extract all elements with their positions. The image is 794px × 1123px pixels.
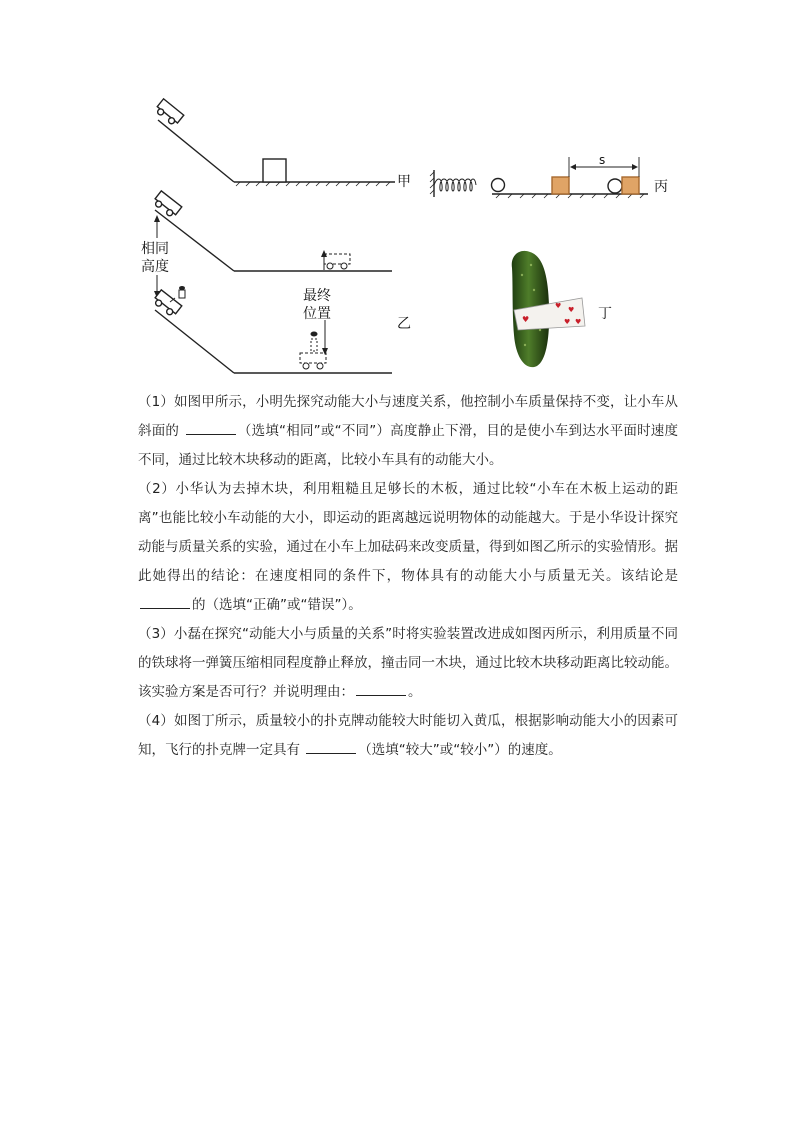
spring bbox=[434, 179, 476, 191]
figure-jia bbox=[154, 99, 395, 186]
wood-block-end bbox=[622, 177, 639, 194]
question-4: （4）如图丁所示，质量较小的扑克牌动能较大时能切入黄瓜，根据影响动能大小的因素可知，飞行的扑克牌一定具有 （选填“较大”或“较小”）的速度。 bbox=[138, 713, 678, 758]
answer-blank-3[interactable] bbox=[356, 681, 406, 696]
answer-blank-1[interactable] bbox=[186, 420, 236, 435]
svg-text:♥: ♥ bbox=[575, 318, 582, 326]
iron-ball bbox=[492, 179, 505, 192]
wood-block-jia bbox=[263, 159, 286, 182]
s-label: s bbox=[599, 153, 606, 167]
figure-yi bbox=[152, 191, 392, 373]
label-jia: 甲 bbox=[397, 174, 411, 190]
final-pos-line2: 位置 bbox=[303, 306, 331, 322]
cart-yi-upper bbox=[152, 191, 182, 219]
svg-text:♥: ♥ bbox=[568, 306, 575, 314]
svg-text:♥: ♥ bbox=[564, 318, 571, 326]
weight-icon bbox=[179, 286, 185, 298]
answer-blank-4[interactable] bbox=[306, 739, 356, 754]
figure-bing bbox=[430, 157, 648, 198]
same-height-line2: 高度 bbox=[141, 259, 169, 275]
answer-blank-2[interactable] bbox=[140, 594, 190, 609]
iron-ball-end bbox=[608, 179, 622, 193]
question-1: （1）如图甲所示，小明先探究动能大小与速度关系，他控制小车质量保持不变，让小车从斜面的 （选填“相同”或“不同”）高度静止下滑，目的是使小车到达水平面时速度不同，通过比较木块移动的距离，比较小车具有的动能大小。 bbox=[138, 394, 679, 468]
cart-yi-upper-final bbox=[324, 254, 350, 269]
label-yi: 乙 bbox=[397, 316, 411, 332]
question-2: （2）小华认为去掉木块，利用粗糙且足够长的木板，通过比较“小车在木板上运动的距离”也能比较小车动能的大小，即运动的距离越远说明物体的动能越大。于是小华设计探究动能与质量关系的实验，通过在小车上加砝码来改变质量，得到如图乙所示的实验情形。据此她得出的结论：在速度相同的条件下，物体具有的动能大小与质量无关。该结论是 的（选填“正确”或“错误”）。 bbox=[138, 481, 678, 613]
final-pos-line1: 最终 bbox=[303, 288, 331, 304]
cart-jia bbox=[154, 99, 184, 127]
label-bing: 丙 bbox=[654, 179, 668, 195]
same-height-line1: 相同 bbox=[141, 241, 169, 257]
label-ding: 丁 bbox=[598, 306, 612, 322]
cart-yi-lower-final bbox=[300, 332, 326, 370]
figure-ding bbox=[512, 251, 585, 367]
question-3: （3）小磊在探究“动能大小与质量的关系”时将实验装置改进成如图丙所示，利用质量不同的铁球将一弹簧压缩相同程度静止释放，撞击同一木块，通过比较木块移动距离比较动能。该实验方案是否可行？并说明理由： 。 bbox=[138, 626, 678, 700]
svg-text:♥: ♥ bbox=[522, 315, 530, 324]
question-list bbox=[138, 388, 678, 765]
svg-text:♥: ♥ bbox=[555, 302, 562, 310]
wood-block-start bbox=[552, 177, 569, 194]
